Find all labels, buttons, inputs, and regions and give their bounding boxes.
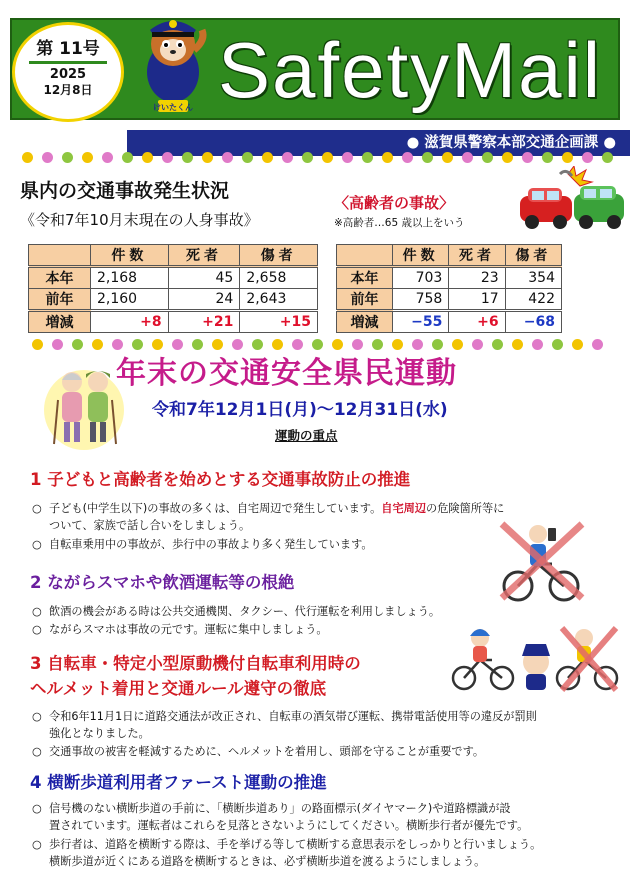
bullet-text-line2: 横断歩道が近くにある道路を横断するときは、必ず横断歩道を渡るようにしましょう。: [49, 855, 486, 868]
table-cell: 23: [449, 267, 505, 289]
newsletter-header: [10, 8, 630, 151]
elderly-definition-note: ※高齢者…65 歳以上をいう: [334, 217, 465, 229]
section-2-heading: 2 ながらスマホや飲酒運転等の根絶: [30, 573, 295, 592]
column-header: 傷者: [240, 245, 318, 267]
bullet-text: 自転車乗用中の事故が、歩行中の事故より多く発生しています。: [49, 538, 373, 551]
column-header: 件数: [91, 245, 169, 267]
column-header: 傷者: [505, 245, 561, 267]
stats-title: 県内の交通事故発生状況: [20, 180, 230, 202]
row-header: 増減: [337, 311, 393, 333]
row-header: 本年: [29, 267, 91, 289]
bullet-text: 子ども(中学生以下)の事故の多くは、自宅周辺で発生しています。: [49, 502, 382, 515]
table-cell-increase: +15: [240, 311, 318, 333]
bullet-text-line2: 置されています。運転者はこれらを見落とさないようにしてください。横断歩行者が優先です。: [49, 819, 529, 832]
row-header: 増減: [29, 311, 91, 333]
bullet-text: 歩行者は、道路を横断する際は、手を挙げる等して横断する意思表示をしっかりと行いましょう。: [49, 838, 542, 851]
section-3-bullet-2: [32, 743, 622, 760]
table-corner: [337, 245, 393, 267]
bullet-text: 信号機のない横断歩道の手前に、「横断歩道あり」の路面標示(ダイヤマーク)や道路標識が設: [49, 802, 511, 815]
campaign-focus-label: 運動の重点: [275, 428, 338, 443]
table-cell: 45: [168, 267, 240, 289]
section-3-heading-line-1: 3 自転車・特定小型原動機付自転車利用時の: [30, 654, 361, 673]
section-4-bullet-2: [32, 836, 622, 870]
table-cell-increase: +8: [91, 311, 169, 333]
car-crash-illustration-icon: [516, 166, 628, 238]
table-cell-increase: +6: [449, 311, 505, 333]
table-corner: [29, 245, 91, 267]
section-4-heading: 4 横断歩道利用者ファースト運動の推進: [30, 773, 327, 792]
elderly-accident-title: 〈高齢者の事故〉: [334, 194, 455, 212]
issue-divider: [29, 61, 107, 64]
issue-year: 2025: [49, 67, 87, 82]
bullet-text: ながらスマホは事故の元です。運転に集中しましょう。: [49, 623, 328, 636]
decorative-dot-row-top: [22, 152, 613, 163]
table-cell: 2,160: [91, 289, 169, 311]
row-header: 本年: [337, 267, 393, 289]
table-cell-increase: +21: [168, 311, 240, 333]
table-cell: 703: [393, 267, 449, 289]
mascot-name-label: けいたくん: [153, 103, 193, 112]
issue-date: 12月8日: [43, 83, 93, 97]
table-cell: 2,643: [240, 289, 318, 311]
campaign-period: 令和7年12月1日(月)～12月31日(水): [152, 400, 448, 420]
elderly-couple-illustration-icon: [42, 360, 126, 450]
overall-accident-table: [28, 244, 318, 333]
table-cell-decrease: −68: [505, 311, 561, 333]
section-2-bullet-1: [32, 603, 622, 620]
bullet-text: 令和6年11月1日に道路交通法が改正され、自転車の酒気帯び運転、携帯電話使用等の違反が罰則: [49, 710, 537, 723]
table-cell: 24: [168, 289, 240, 311]
elderly-accident-table: [336, 244, 562, 333]
section-3-heading-line-2: ヘルメット着用と交通ルール遵守の徹底: [30, 679, 327, 698]
phone-while-cycling-prohibited-icon: [494, 518, 590, 604]
stats-subtitle: 《令和7年10月末現在の人身事故》: [20, 211, 259, 229]
issue-badge: [12, 22, 124, 122]
issue-number: 第 11号: [36, 39, 100, 59]
table-cell: 354: [505, 267, 561, 289]
bullet-text: 飲酒の機会がある時は公共交通機関、タクシー、代行運転を利用しましょう。: [49, 605, 441, 618]
table-cell: 422: [505, 289, 561, 311]
table-cell: 758: [393, 289, 449, 311]
highlight-home-vicinity: 自宅周辺: [381, 502, 427, 515]
bullet-text-line2: ついて、家族で話し合いをしましょう。: [49, 519, 251, 532]
table-cell: 2,168: [91, 267, 169, 289]
column-header: 死者: [168, 245, 240, 267]
helmet-cyclist-and-police-illustration-icon: [450, 622, 622, 694]
table-cell-decrease: −55: [393, 311, 449, 333]
row-header: 前年: [29, 289, 91, 311]
section-3-bullet-1: [32, 708, 622, 742]
decorative-dot-row-middle: [32, 339, 603, 350]
table-cell: 2,658: [240, 267, 318, 289]
bullet-text-line2: 強化となりました。: [49, 727, 150, 740]
campaign-title: 年末の交通安全県民運動: [116, 356, 457, 391]
section-4-bullet-1: [32, 800, 622, 834]
column-header: 死者: [449, 245, 505, 267]
row-header: 前年: [337, 289, 393, 311]
newsletter-title: SafetyMail: [218, 26, 603, 114]
bullet-text: の危険箇所等に: [426, 502, 505, 515]
table-cell: 17: [449, 289, 505, 311]
section-1-heading: 1 子どもと高齢者を始めとする交通事故防止の推進: [30, 470, 411, 489]
column-header: 件数: [393, 245, 449, 267]
bullet-text: 交通事故の被害を軽減するために、ヘルメットを着用し、頭部を守ることが重要です。: [49, 745, 485, 758]
department-band: ● 滋賀県警察本部交通企画課 ●: [127, 130, 630, 156]
mascot-police-tanuki-icon: [132, 10, 214, 114]
